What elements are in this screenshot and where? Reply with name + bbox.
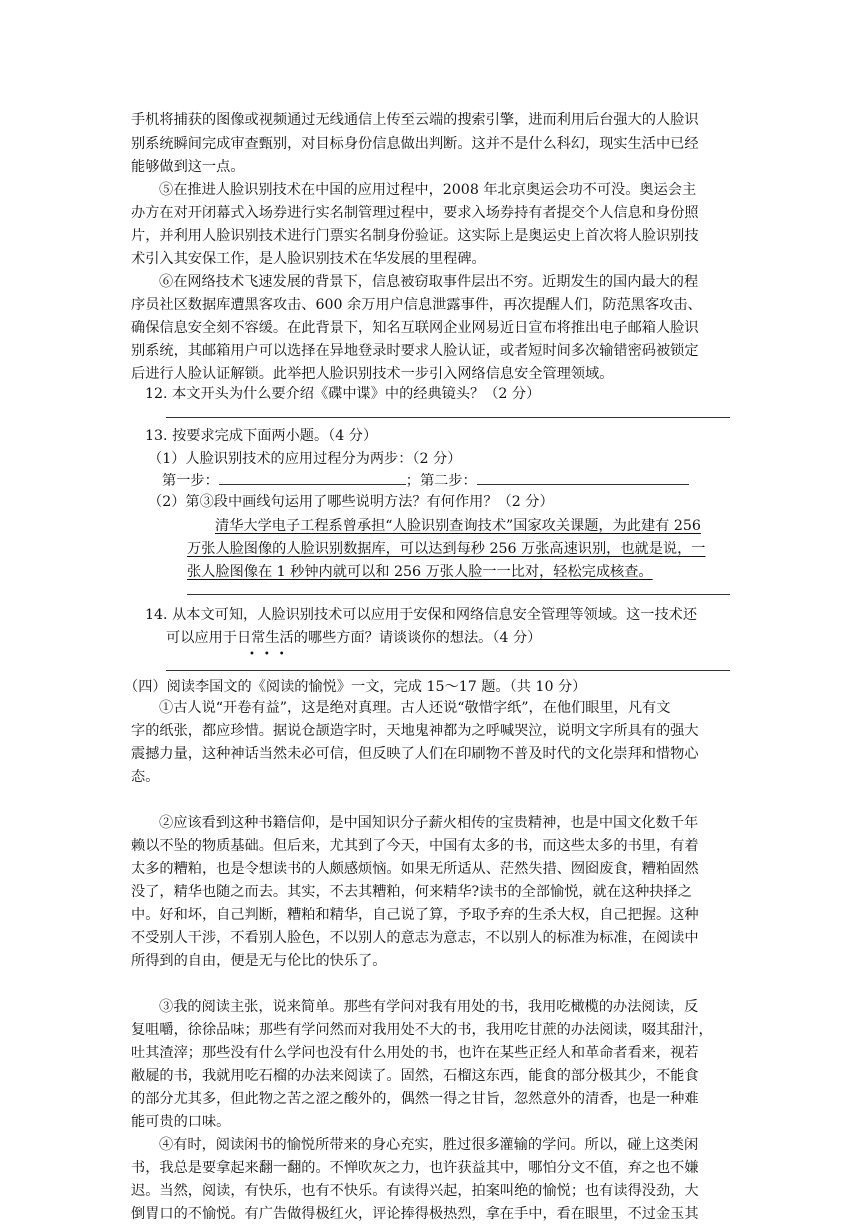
answer-line-q12[interactable] bbox=[166, 417, 730, 418]
quoted-line: 张人脸图像在 1 秒钟内就可以和 256 万张人脸一一比对，轻松完成核查。 bbox=[187, 564, 653, 580]
passage-line: ①古人说“开卷有益”，这是绝对真理。古人还说“敬惜字纸”，在他们眼里，凡有文 bbox=[159, 700, 671, 716]
passage-line: 的部分尤其多，但此物之苦之涩之酸外的，偶然一得之甘旨，忽然意外的清香，也是一种难 bbox=[131, 1091, 699, 1107]
passage-line: 不受别人干涉，不看别人脸色，不以别人的意志为意志，不以别人的标准为标准，在阅读中 bbox=[131, 930, 699, 946]
passage-line: ③我的阅读主张，说来简单。那些有学问对我有用处的书，我用吃橄榄的办法阅读，反 bbox=[159, 999, 699, 1015]
passage-line: 能可贵的口味。 bbox=[131, 1114, 231, 1130]
passage-line: 迟。当然，阅读，有快乐，也有不快乐。有读得兴起，拍案叫绝的愉悦；也有读得没劲，大 bbox=[131, 1183, 699, 1199]
passage-line: 片，并利用人脸识别技术进行门票实名制身份验证。这实际上是奥运史上首次将人脸识别技 bbox=[131, 228, 699, 244]
passage-line: 能够做到这一点。 bbox=[131, 159, 245, 175]
passage-line: 复咀嚼，徐徐品味；那些有学问然而对我用处不大的书，我用吃甘蔗的办法阅读，啜其甜汁， bbox=[131, 1022, 713, 1038]
passage-line: ⑤在推进人脸识别技术在中国的应用过程中，2008 年北京奥运会功不可没。奥运会主 bbox=[159, 182, 697, 198]
passage-line: 太多的糟粕，也是令想读书的人颇感烦恼。如果无所适从、茫然失措、囫囵废食，糟粕固然 bbox=[131, 861, 699, 877]
passage-line: 术引入其安保工作，是人脸识别技术在华发展的里程碑。 bbox=[131, 251, 486, 267]
passage-line: 书，我总是要拿起来翻一翻的。不惮吹灰之力，也许获益其中，哪怕分文不值，弃之也不嫌 bbox=[131, 1160, 699, 1176]
passage-line: 震撼力量，这种神话当然未必可信，但反映了人们在印刷物不普及时代的文化崇拜和惜物心 bbox=[131, 746, 699, 762]
quoted-line: 万张人脸图像的人脸识别数据库，可以达到每秒 256 万张高速识别，也就是说，一 bbox=[187, 541, 706, 557]
emphasis-dots: ••• bbox=[249, 649, 294, 660]
question-13: 13. 按要求完成下面两小题。（4 分） bbox=[145, 428, 378, 444]
passage-line: 倒胃口的不愉悦。有广告做得极红火，评论捧得极热烈，拿在手中，看在眼里，不过金玉其 bbox=[131, 1206, 699, 1222]
question-14: 14. 从本文可知，人脸识别技术可以应用于安保和网络信息安全管理等领域。这一技术还 bbox=[145, 607, 698, 623]
step1-label: 第一步： bbox=[162, 473, 219, 489]
passage-line: 后进行人脸认证解锁。此举把人脸识别技术一步引入网络信息安全管理领域。 bbox=[131, 366, 614, 382]
answer-line-q14[interactable] bbox=[166, 670, 730, 671]
passage-line: 敝屣的书，我就用吃石榴的办法来阅读了。固然，石榴这东西，能食的部分极其少，不能食 bbox=[131, 1068, 699, 1084]
step2-label: ；第二步： bbox=[405, 473, 477, 489]
passage-line: 字的纸张，都应珍惜。据说仓颉造字时，天地鬼神都为之呼喊哭泣，说明文字所具有的强大 bbox=[131, 723, 699, 739]
passage-line: 确保信息安全刻不容缓。在此背景下，知名互联网企业网易近日宣布将推出电子邮箱人脸识 bbox=[131, 320, 699, 336]
question-12: 12. 本文开头为什么要介绍《碟中谍》中的经典镜头？（2 分） bbox=[145, 386, 541, 402]
passage-line: 态。 bbox=[131, 769, 160, 785]
passage-line: 别系统，其邮箱用户可以选择在异地登录时要求人脸认证，或者短时间多次输错密码被锁定 bbox=[131, 343, 699, 359]
passage-line: ②应该看到这种书籍信仰，是中国知识分子薪火相传的宝贵精神，也是中国文化数千年 bbox=[159, 815, 699, 831]
passage-line: 没了，精华也随之而去。其实，不去其糟粕，何来精华?读书的全部愉悦，就在这种抉择之 bbox=[131, 884, 692, 900]
quoted-line: 清华大学电子工程系曾承担“人脸识别查询技术”国家攻关课题，为此建有 256 bbox=[215, 518, 701, 534]
passage-line: 中。好和坏，自己判断，糟粕和精华，自己说了算，予取予弃的生杀大权，自己把握。这种 bbox=[131, 907, 699, 923]
section-heading: （四）阅读李国文的《阅读的愉悦》一文，完成 15～17 题。（共 10 分） bbox=[124, 679, 587, 695]
passage-line: 所得到的自由，便是无与伦比的快乐了。 bbox=[131, 953, 387, 969]
question-13-1: （1）人脸识别技术的应用过程分为两步：（2 分） bbox=[148, 451, 462, 467]
passage-line: 手机将捕获的图像或视频通过无线通信上传至云端的搜索引擎，进而利用后台强大的人脸识 bbox=[131, 112, 699, 128]
question-14: 可以应用于日常生活的哪些方面？请谈谈你的想法。（4 分） bbox=[166, 630, 542, 646]
passage-line: ④有时，阅读闲书的愉悦所带来的身心充实，胜过很多灌输的学问。所以，碰上这类闲 bbox=[159, 1137, 699, 1153]
passage-line: 赖以不坠的物质基础。但后来，尤其到了今天，中国有太多的书，而这些太多的书里，有着 bbox=[131, 838, 699, 854]
passage-line: 办方在对开闭幕式入场券进行实名制管理过程中，要求入场券持有者提交个人信息和身份照 bbox=[131, 205, 699, 221]
step1-blank[interactable] bbox=[219, 470, 406, 485]
step2-blank[interactable] bbox=[477, 470, 689, 485]
answer-line-q13-2[interactable] bbox=[187, 594, 730, 595]
passage-line: ⑥在网络技术飞速发展的背景下，信息被窃取事件层出不穷。近期发生的国内最大的程 bbox=[159, 274, 699, 290]
passage-line: 别系统瞬间完成审查甄别，对目标身份信息做出判断。这并不是什么科幻，现实生活中已经 bbox=[131, 136, 699, 152]
question-13-2: （2）第③段中画线句运用了哪些说明方法？有何作用？（2 分） bbox=[148, 494, 554, 510]
q13-steps bbox=[162, 470, 689, 491]
passage-line: 吐其渣滓；那些没有什么学问也没有什么用处的书，也许在某些正经人和革命者看来，视若 bbox=[131, 1045, 699, 1061]
passage-line: 序员社区数据库遭黑客攻击、600 余万用户信息泄露事件，再次提醒人们，防范黑客攻击、 bbox=[131, 297, 702, 313]
